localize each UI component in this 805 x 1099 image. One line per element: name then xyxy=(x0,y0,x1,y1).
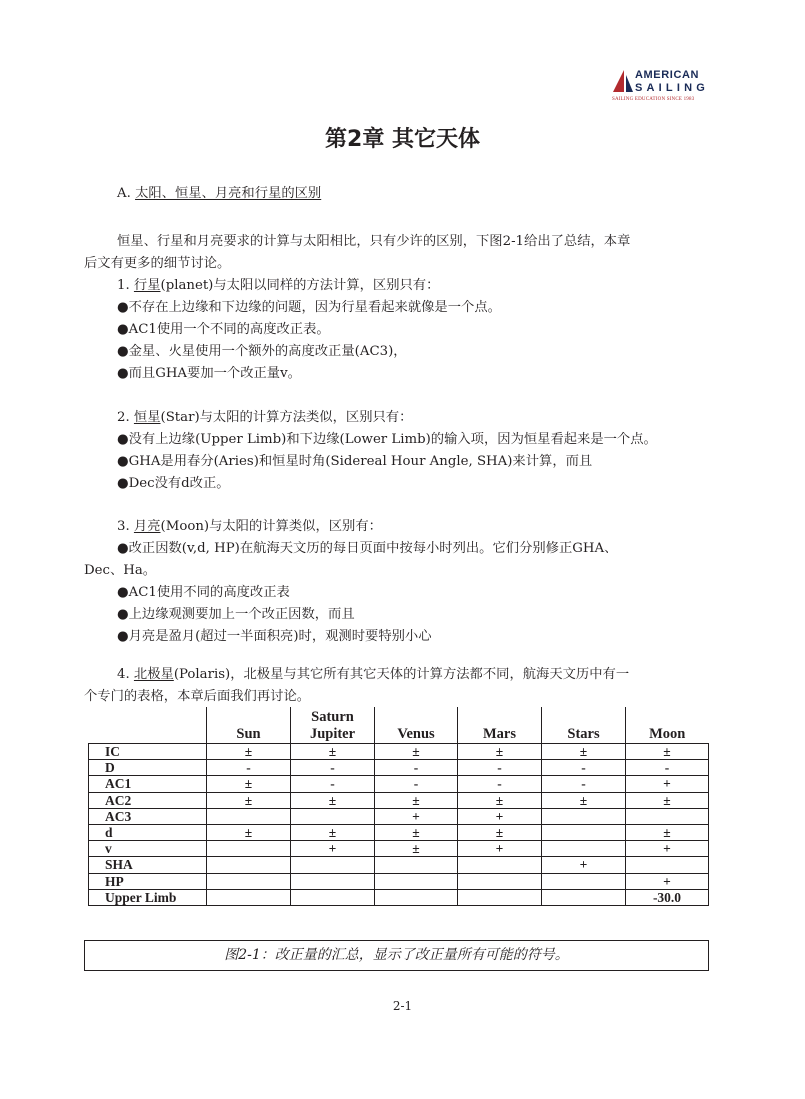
table-row xyxy=(89,825,709,841)
polaris-rest: (Polaris)，北极星与其它所有其它天体的计算方法都不同，航海天文历中有一 xyxy=(173,667,630,682)
row-label: v xyxy=(89,841,207,857)
table-row xyxy=(89,792,709,808)
star-heading xyxy=(117,409,412,427)
star-rest: (Star)与太阳的计算方法类似，区别只有： xyxy=(160,410,413,425)
table-cell xyxy=(291,889,375,905)
row-label: AC3 xyxy=(89,808,207,824)
polaris-heading xyxy=(117,666,629,684)
row-label: SHA xyxy=(89,857,207,873)
table-cell: ± xyxy=(458,825,542,841)
table-cell: ± xyxy=(542,744,626,760)
table-cell xyxy=(458,873,542,889)
table-cell: + xyxy=(626,873,709,889)
table-cell: + xyxy=(458,841,542,857)
planet-bullet: ●AC1使用一个不同的高度改正表。 xyxy=(117,322,330,337)
row-label: d xyxy=(89,825,207,841)
logo-line-2: SAILING xyxy=(635,82,710,94)
table-cell: ± xyxy=(207,776,291,792)
table-row xyxy=(89,841,709,857)
row-label: HP xyxy=(89,873,207,889)
table-cell: ± xyxy=(207,744,291,760)
figure-caption: 图2-1：改正量的汇总，显示了改正量所有可能的符号。 xyxy=(84,940,709,971)
table-cell xyxy=(542,808,626,824)
row-label: IC xyxy=(89,744,207,760)
table-cell: - xyxy=(542,760,626,776)
section-prefix: A. xyxy=(117,186,136,201)
planet-term: 行星 xyxy=(133,278,161,293)
table-cell: + xyxy=(542,857,626,873)
table-cell: + xyxy=(291,841,375,857)
table-cell xyxy=(207,808,291,824)
table-cell: ± xyxy=(291,792,375,808)
table-cell xyxy=(542,873,626,889)
table-cell: ± xyxy=(207,792,291,808)
planet-bullet: ●金星、火星使用一个额外的高度改正量(AC3)， xyxy=(117,344,407,359)
polaris-num: 4. xyxy=(117,667,134,682)
row-label: AC2 xyxy=(89,792,207,808)
row-label: Upper Limb xyxy=(89,889,207,905)
column-header-sun: Sun xyxy=(207,707,291,744)
column-header-saturn-jupiter: Saturn Jupiter xyxy=(291,707,375,744)
american-sailing-logo xyxy=(612,69,716,105)
table-row xyxy=(89,776,709,792)
table-cell xyxy=(375,873,458,889)
star-term: 恒星 xyxy=(133,410,161,425)
planet-num: 1. xyxy=(117,278,134,293)
row-label: D xyxy=(89,760,207,776)
table-cell: ± xyxy=(375,825,458,841)
table-cell: ± xyxy=(458,792,542,808)
table-cell: ± xyxy=(207,825,291,841)
table-cell: ± xyxy=(626,792,709,808)
table-row xyxy=(89,808,709,824)
table-row xyxy=(89,857,709,873)
table-cell: + xyxy=(626,776,709,792)
table-cell: ± xyxy=(626,744,709,760)
table-cell xyxy=(626,808,709,824)
table-cell: + xyxy=(626,841,709,857)
table-cell xyxy=(207,873,291,889)
planet-bullet: ●不存在上边缘和下边缘的问题，因为行星看起来就像是一个点。 xyxy=(117,300,501,315)
table-cell: - xyxy=(207,760,291,776)
sail-icon xyxy=(612,69,634,97)
table-cell xyxy=(458,857,542,873)
table-cell: ± xyxy=(375,841,458,857)
table-cell: ± xyxy=(626,825,709,841)
table-cell: ± xyxy=(375,744,458,760)
chapter-title: 第2章 其它天体 xyxy=(325,127,480,152)
section-title: 太阳、恒星、月亮和行星的区别 xyxy=(135,186,322,201)
column-header-venus: Venus xyxy=(375,707,458,744)
table-cell: - xyxy=(291,760,375,776)
table-cell xyxy=(626,857,709,873)
polaris-line-2: 个专门的表格，本章后面我们再讨论。 xyxy=(84,689,311,704)
table-cell xyxy=(291,857,375,873)
moon-num: 3. xyxy=(117,519,134,534)
table-cell xyxy=(207,889,291,905)
table-row xyxy=(89,873,709,889)
page-number: 2-1 xyxy=(392,999,413,1013)
table-cell: - xyxy=(291,776,375,792)
table-cell: - xyxy=(458,760,542,776)
table-cell: ± xyxy=(542,792,626,808)
planet-heading xyxy=(117,277,439,295)
table-cell: - xyxy=(458,776,542,792)
table-cell: - xyxy=(375,776,458,792)
table-cell: ± xyxy=(291,744,375,760)
table-row xyxy=(89,760,709,776)
table-cell: ± xyxy=(291,825,375,841)
table-cell: + xyxy=(458,808,542,824)
table-cell: - xyxy=(626,760,709,776)
column-header-mars: Mars xyxy=(458,707,542,744)
planet-bullet: ●而且GHA要加一个改正量v。 xyxy=(117,366,301,381)
row-label: AC1 xyxy=(89,776,207,792)
star-bullet: ●没有上边缘(Upper Limb)和下边缘(Lower Limb)的输入项，因为恒星看起来是一个点。 xyxy=(117,432,657,447)
moon-term: 月亮 xyxy=(133,519,161,534)
table-cell xyxy=(542,825,626,841)
star-bullet: ●Dec没有d改正。 xyxy=(117,476,230,491)
moon-rest: (Moon)与太阳的计算类似，区别有： xyxy=(160,519,382,534)
table-cell: - xyxy=(542,776,626,792)
table-cell xyxy=(291,873,375,889)
logo-line-1: AMERICAN xyxy=(635,69,700,81)
logo-tagline: SAILING EDUCATION SINCE 1983 xyxy=(612,97,695,102)
table-cell: - xyxy=(375,760,458,776)
table-cell xyxy=(207,857,291,873)
star-num: 2. xyxy=(117,410,134,425)
intro-line-1: 恒星、行星和月亮要求的计算与太阳相比，只有少许的区别，下图2-1给出了总结，本章 xyxy=(117,234,631,249)
table-cell xyxy=(207,841,291,857)
table-cell: -30.0 xyxy=(626,889,709,905)
table-cell xyxy=(458,889,542,905)
column-header-stars: Stars xyxy=(542,707,626,744)
table-corner xyxy=(89,707,207,744)
corrections-summary-table xyxy=(88,707,709,906)
moon-bullet: ●改正因数(v,d, HP)在航海天文历的每日页面中按每小时列出。它们分别修正GHA、 xyxy=(117,541,618,556)
table-cell: ± xyxy=(375,792,458,808)
table-cell xyxy=(542,889,626,905)
table-row xyxy=(89,889,709,905)
section-heading xyxy=(117,185,321,203)
intro-line-2: 后文有更多的细节讨论。 xyxy=(84,256,231,271)
table-cell: + xyxy=(375,808,458,824)
table-header-row xyxy=(89,707,709,744)
polaris-term: 北极星 xyxy=(133,667,174,682)
moon-bullet: ●AC1使用不同的高度改正表 xyxy=(117,585,290,600)
table-cell xyxy=(291,808,375,824)
column-header-moon: Moon xyxy=(626,707,709,744)
table-row xyxy=(89,744,709,760)
moon-heading xyxy=(117,518,382,536)
star-bullet: ●GHA是用春分(Aries)和恒星时角(Sidereal Hour Angle, SHA)来计算，而且 xyxy=(117,454,593,469)
table-cell: ± xyxy=(458,744,542,760)
table-cell xyxy=(375,857,458,873)
table-cell xyxy=(375,889,458,905)
planet-rest: (planet)与太阳以同样的方法计算，区别只有： xyxy=(160,278,440,293)
table-cell xyxy=(542,841,626,857)
moon-bullet: ●上边缘观测要加上一个改正因数，而且 xyxy=(117,607,355,622)
moon-bullet: ●月亮是盈月(超过一半面积亮)时，观测时要特别小心 xyxy=(117,629,432,644)
moon-bullet-continuation: Dec、Ha。 xyxy=(84,563,157,578)
